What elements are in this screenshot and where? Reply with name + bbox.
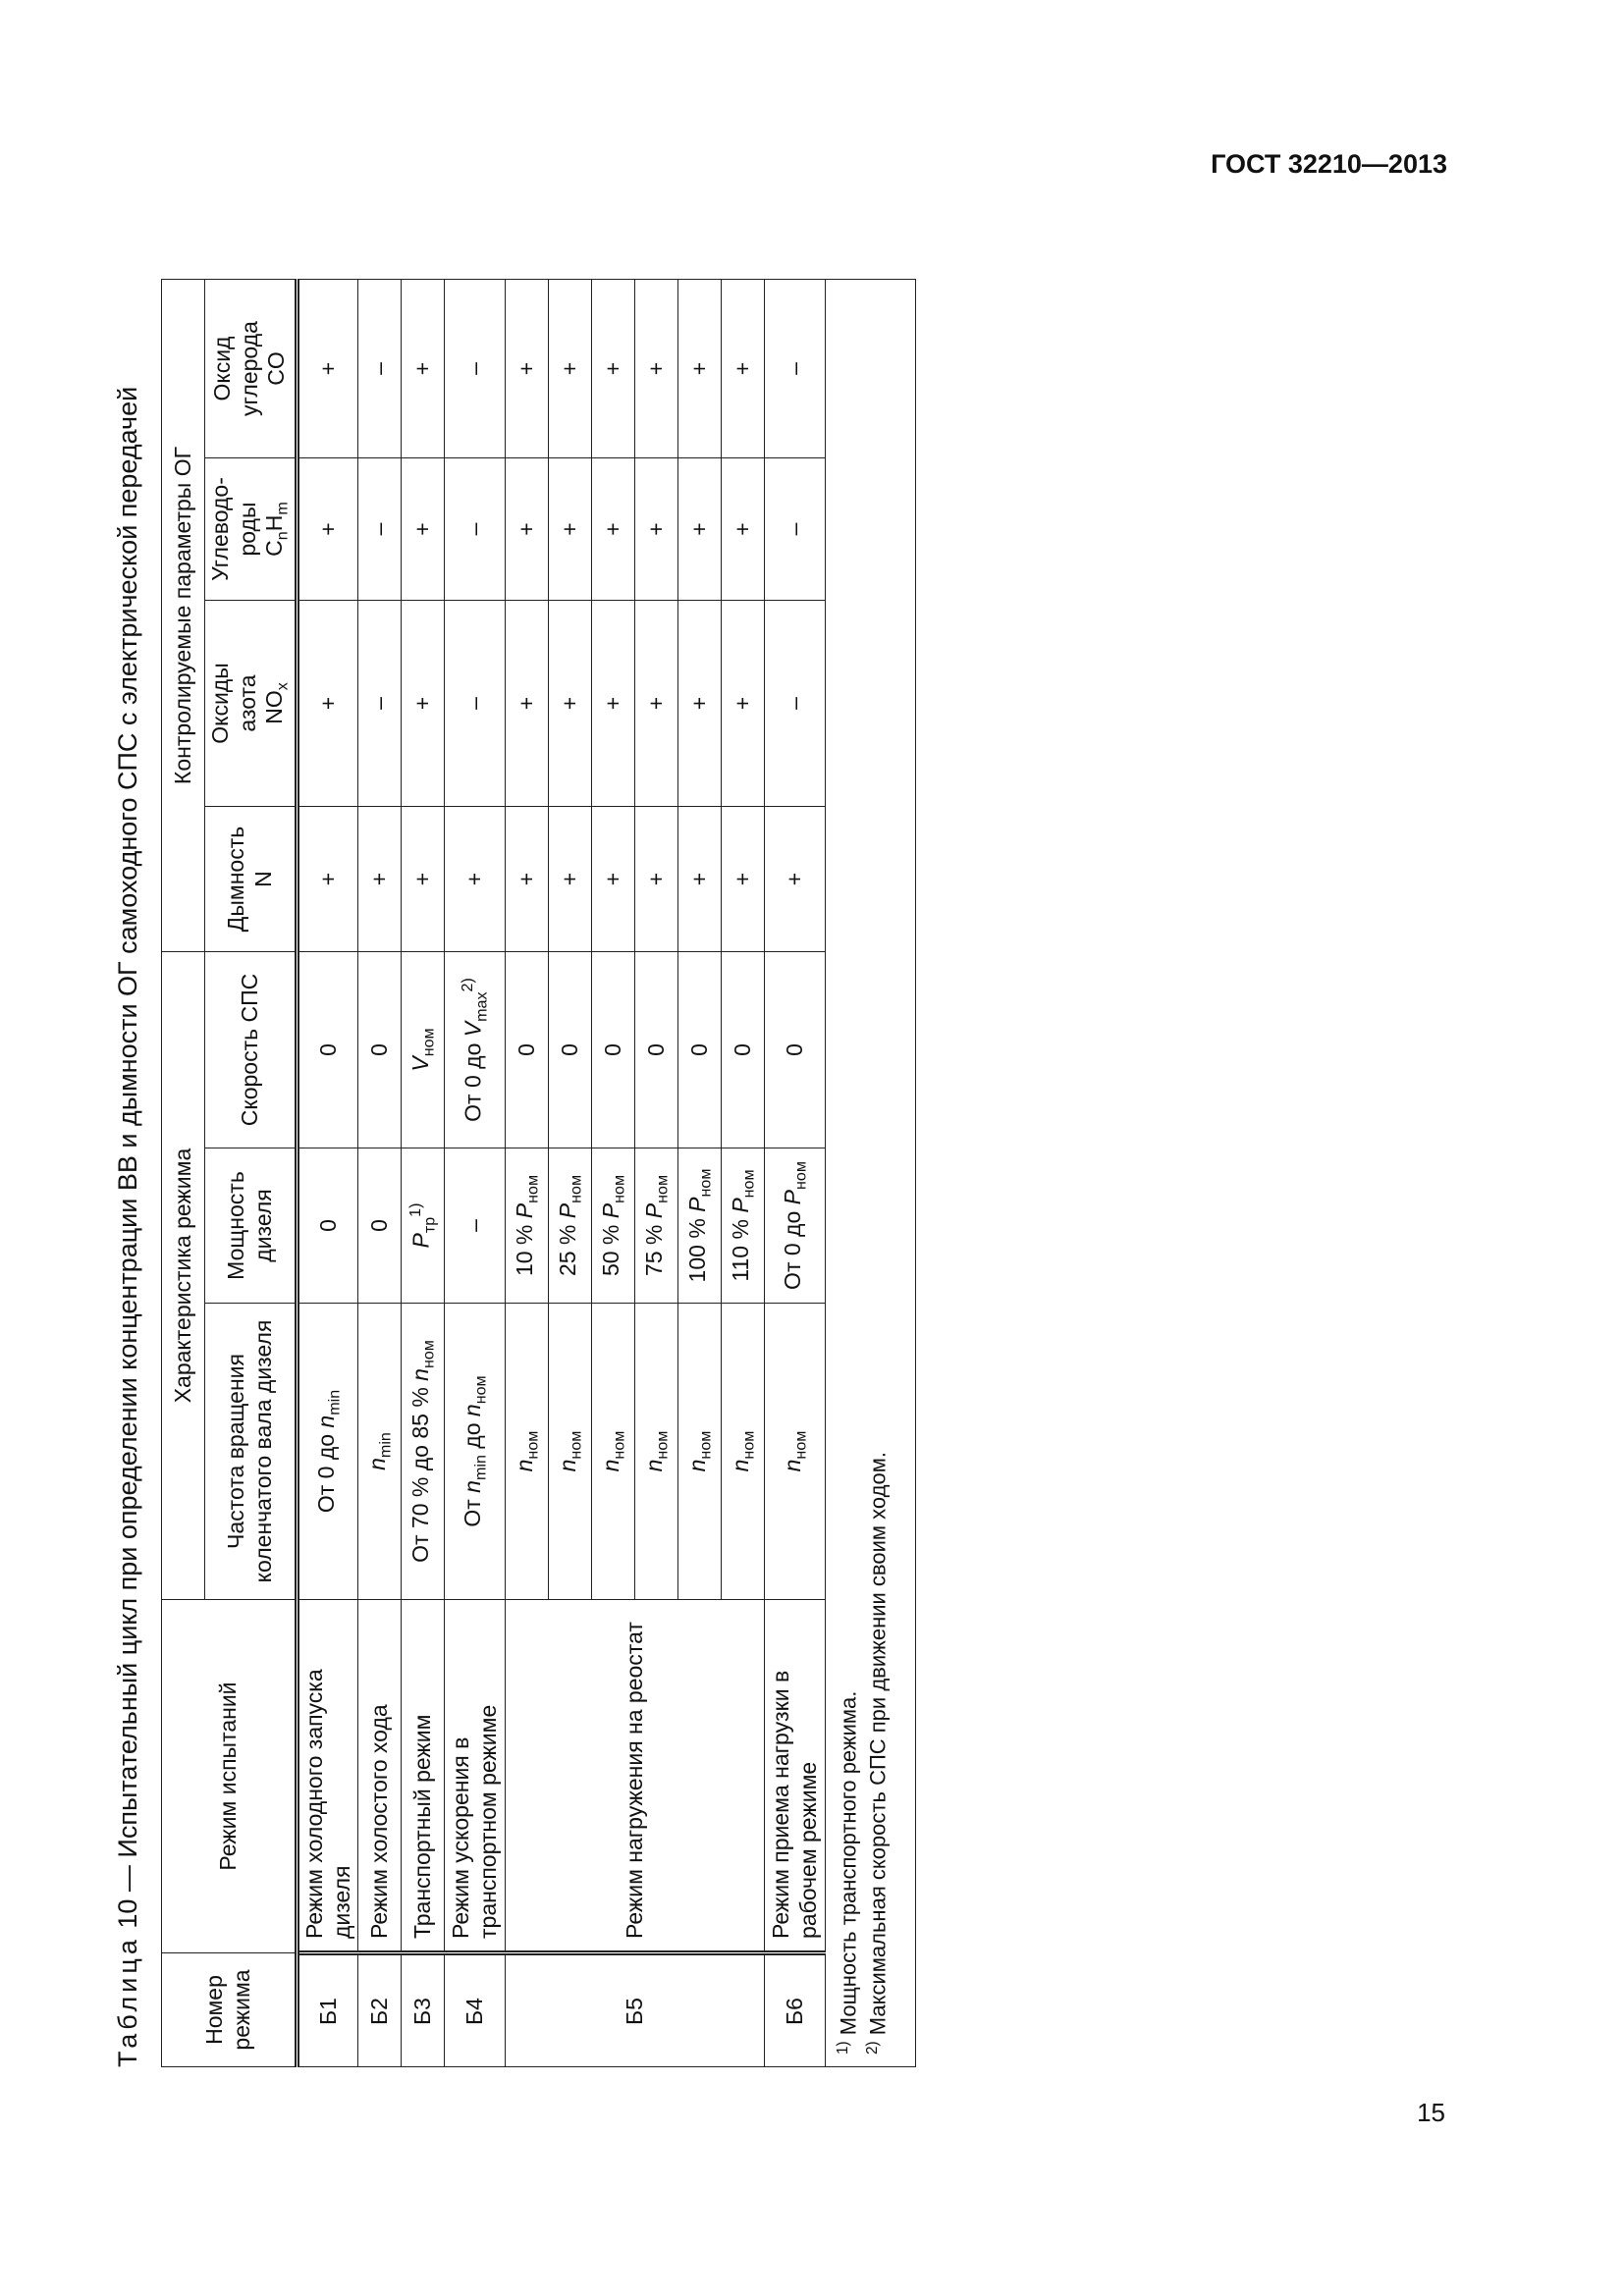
cell-nox: +: [635, 601, 678, 807]
cell-num: Б5: [506, 1953, 765, 2067]
cell-nox: –: [445, 601, 506, 807]
cell-smoke: +: [765, 807, 826, 952]
cell-hc: +: [635, 458, 678, 601]
cell-co: +: [635, 280, 678, 458]
cell-mode: Режим ускорения в транспортном режиме: [445, 1600, 506, 1953]
cell-smoke: +: [722, 807, 765, 952]
cell-co: +: [506, 280, 549, 458]
table-row: [506, 280, 549, 2067]
table-footnotes: [826, 280, 916, 2067]
cell-mode: Режим холостого хода: [358, 1600, 402, 1953]
cell-nox: +: [402, 601, 445, 807]
cell-smoke: +: [445, 807, 506, 952]
cell-mode: Режим нагружения на реостат: [506, 1600, 765, 1953]
cell-power: 25 % $P_{ном}$: [549, 1148, 592, 1304]
cell-nox: –: [765, 601, 826, 807]
footnote-2: $^{2)}$ Максимальная скорость СПС при движении своим ходом.: [864, 1452, 891, 2055]
cell-co: –: [445, 280, 506, 458]
col-head-co: Оксид углерода CO: [205, 280, 298, 458]
cell-mode: Режим приема нагрузки в рабочем режиме: [765, 1600, 826, 1953]
cell-speed: От 0 до $V_{max}^{2)}$: [445, 952, 506, 1148]
cell-power: –: [445, 1148, 506, 1304]
cell-speed: 0: [549, 952, 592, 1148]
cell-hc: +: [298, 458, 358, 601]
table-row: [445, 280, 506, 2067]
cell-hc: +: [549, 458, 592, 601]
cell-rpm: $n_{ном}$: [765, 1304, 826, 1600]
cell-power: 0: [298, 1148, 358, 1304]
cell-rpm: $n_{ном}$: [592, 1304, 635, 1600]
cell-rpm: $n_{min}$: [358, 1304, 402, 1600]
cell-hc: +: [678, 458, 722, 601]
cell-rpm: $n_{ном}$: [678, 1304, 722, 1600]
footnotes-row: [826, 280, 916, 2067]
cell-rpm: От $n_{min}$ до $n_{ном}$: [445, 1304, 506, 1600]
cell-mode: Режим холодного запуска дизеля: [298, 1600, 358, 1953]
cell-power: 75 % $P_{ном}$: [635, 1148, 678, 1304]
cell-nox: +: [678, 601, 722, 807]
cell-num: Б1: [298, 1953, 358, 2067]
cell-hc: –: [358, 458, 402, 601]
document-header: ГОСТ 32210—2013: [1211, 149, 1447, 179]
table-row: [402, 280, 445, 2067]
cell-speed: $V_{ном}$: [402, 952, 445, 1148]
cell-nox: +: [592, 601, 635, 807]
cell-num: Б2: [358, 1953, 402, 2067]
cell-speed: 0: [678, 952, 722, 1148]
cell-hc: –: [765, 458, 826, 601]
col-head-nox: Оксиды азота $NO_x$: [205, 601, 298, 807]
cell-co: +: [678, 280, 722, 458]
cell-power: 10 % $P_{ном}$: [506, 1148, 549, 1304]
col-head-hc: Углеводо- роды $C_nH_m$: [205, 458, 298, 601]
cell-smoke: +: [592, 807, 635, 952]
cell-co: +: [298, 280, 358, 458]
cell-rpm: $n_{ном}$: [549, 1304, 592, 1600]
emission-test-cycle-table: [161, 279, 916, 2067]
cell-rpm: От 0 до $n_{min}$: [298, 1304, 358, 1600]
col-group-controlled-params: Контролируемые параметры ОГ: [162, 280, 205, 952]
cell-co: +: [549, 280, 592, 458]
cell-nox: +: [506, 601, 549, 807]
col-head-power: Мощность дизеля: [205, 1148, 298, 1304]
cell-speed: 0: [722, 952, 765, 1148]
cell-smoke: +: [298, 807, 358, 952]
col-head-num: Номер режима: [162, 1953, 298, 2067]
cell-co: –: [358, 280, 402, 458]
cell-num: Б6: [765, 1953, 826, 2067]
cell-smoke: +: [506, 807, 549, 952]
cell-rpm: $n_{ном}$: [722, 1304, 765, 1600]
cell-num: Б4: [445, 1953, 506, 2067]
cell-hc: +: [402, 458, 445, 601]
cell-co: +: [402, 280, 445, 458]
col-group-characteristics: Характеристика режима: [162, 952, 205, 1600]
cell-hc: +: [722, 458, 765, 601]
cell-num: Б3: [402, 1953, 445, 2067]
cell-power: 100 % $P_{ном}$: [678, 1148, 722, 1304]
caption-prefix: Таблица: [113, 1936, 142, 2067]
cell-speed: 0: [506, 952, 549, 1148]
table-caption: [102, 387, 153, 2067]
cell-speed: 0: [592, 952, 635, 1148]
col-head-smoke: Дымность N: [205, 807, 298, 952]
header-row-1: [162, 280, 205, 2067]
cell-hc: +: [506, 458, 549, 601]
page-number: 15: [1417, 2098, 1445, 2127]
cell-speed: 0: [635, 952, 678, 1148]
cell-smoke: +: [358, 807, 402, 952]
table-row: [298, 280, 358, 2067]
col-head-rpm: Частота вращения коленчатого вала дизеля: [205, 1304, 298, 1600]
cell-speed: 0: [298, 952, 358, 1148]
cell-mode: Транспортный режим: [402, 1600, 445, 1953]
cell-power: 110 % $P_{ном}$: [722, 1148, 765, 1304]
cell-smoke: +: [402, 807, 445, 952]
cell-smoke: +: [678, 807, 722, 952]
cell-power: 0: [358, 1148, 402, 1304]
caption-text: 10 — Испытательный цикл при определении концентрации ВВ и дымности ОГ самоходного СПС с электрической передачей: [113, 386, 142, 1929]
rotated-table-block: [102, 222, 1221, 2067]
cell-rpm: $n_{ном}$: [635, 1304, 678, 1600]
cell-smoke: +: [549, 807, 592, 952]
cell-nox: +: [298, 601, 358, 807]
col-head-speed: Скорость СПС: [205, 952, 298, 1148]
cell-nox: –: [358, 601, 402, 807]
cell-rpm: $n_{ном}$: [506, 1304, 549, 1600]
cell-co: –: [765, 280, 826, 458]
cell-hc: –: [445, 458, 506, 601]
cell-nox: +: [549, 601, 592, 807]
cell-speed: 0: [358, 952, 402, 1148]
cell-rpm: От 70 % до 85 % $n_{ном}$: [402, 1304, 445, 1600]
cell-hc: +: [592, 458, 635, 601]
cell-power: 50 % $P_{ном}$: [592, 1148, 635, 1304]
cell-co: +: [722, 280, 765, 458]
footnote-1: $^{1)}$ Мощность транспортного режима.: [835, 1690, 861, 2055]
cell-power: От 0 до $P_{ном}$: [765, 1148, 826, 1304]
table-row: [765, 280, 826, 2067]
table-row: [358, 280, 402, 2067]
col-head-mode: Режим испытаний: [162, 1600, 298, 1953]
cell-co: +: [592, 280, 635, 458]
cell-speed: 0: [765, 952, 826, 1148]
cell-nox: +: [722, 601, 765, 807]
cell-power: $P_{тр}^{1)}$: [402, 1148, 445, 1304]
cell-smoke: +: [635, 807, 678, 952]
